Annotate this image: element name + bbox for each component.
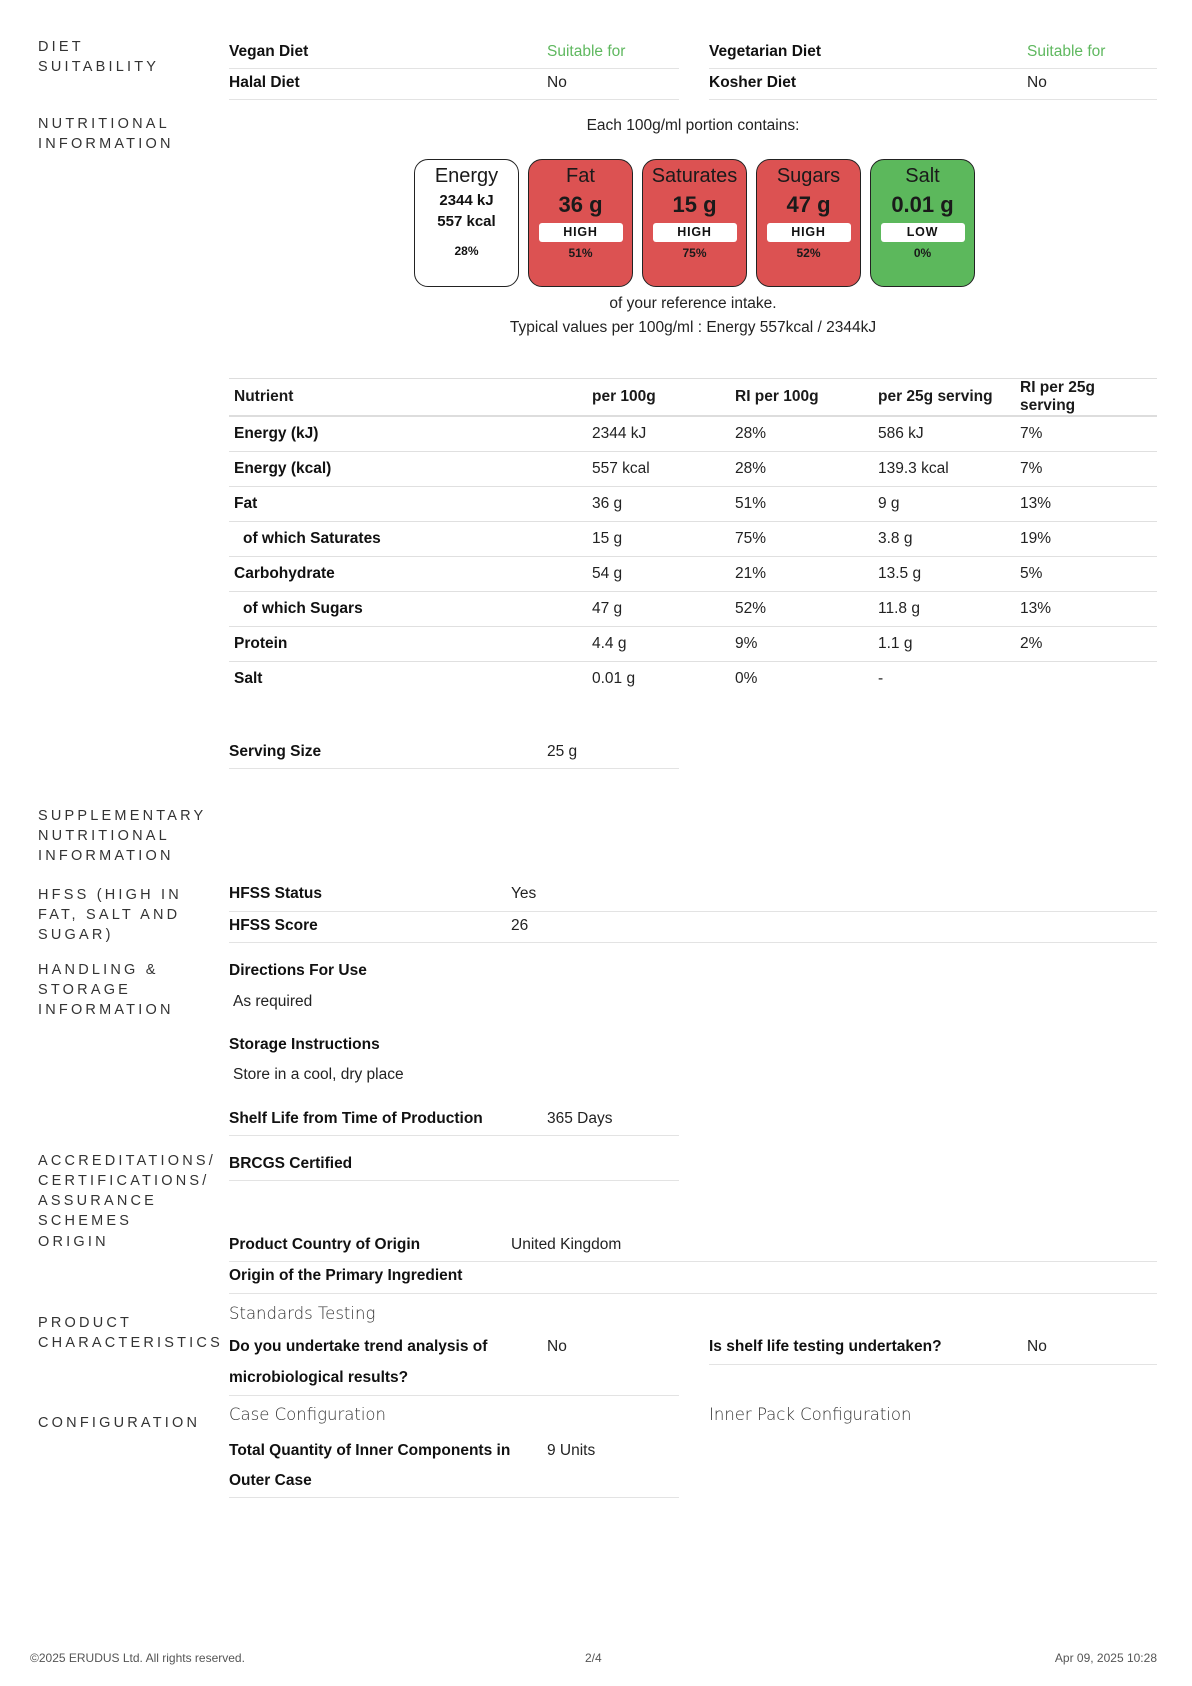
table-cell: 54 g [587, 557, 730, 592]
divider [229, 911, 1157, 912]
table-cell: 21% [730, 557, 873, 592]
light-name: Fat [566, 165, 595, 187]
section-nutritional-information: NUTRITIONAL INFORMATION [38, 116, 174, 152]
hfss-score-value: 26 [511, 917, 529, 934]
section-supplementary: SUPPLEMENTARY NUTRITIONAL INFORMATION [38, 808, 207, 864]
energy-light [414, 159, 519, 287]
fat-light [528, 159, 633, 287]
light-level-badge: HIGH [539, 223, 623, 242]
table-cell: - [878, 670, 884, 687]
table-cell: 1.1 g [873, 627, 1015, 662]
shelf-life-testing-value: No [1027, 1338, 1047, 1355]
table-cell: 3.8 g [873, 522, 1015, 557]
trend-analysis-label-line2: microbiological results? [229, 1369, 409, 1386]
light-pct: 0% [913, 246, 932, 260]
table-row [229, 557, 1157, 592]
inner-quantity-value: 9 Units [547, 1442, 596, 1459]
nutrient-name: Carbohydrate [229, 557, 587, 592]
section-diet-suitability: DIET SUITABILITY [38, 39, 160, 75]
saturates-light [642, 159, 747, 287]
divider [229, 942, 1157, 943]
kosher-value: No [1027, 74, 1047, 91]
country-of-origin-label: Product Country of Origin [229, 1236, 421, 1253]
table-cell: 9% [730, 627, 873, 662]
light-pct: 75% [682, 246, 707, 260]
light-name: Saturates [651, 165, 738, 187]
halal-value: No [547, 74, 567, 91]
hfss-status-label: HFSS Status [229, 885, 323, 902]
storage-value: Store in a cool, dry place [233, 1066, 404, 1083]
inner-quantity-label-line1: Total Quantity of Inner Components in [229, 1442, 511, 1459]
section-accreditations: ACCREDITATIONS/ CERTIFICATIONS/ ASSURANCE SCHEMES [38, 1153, 216, 1229]
energy-kj: 2344 kJ [439, 192, 494, 209]
section-configuration: CONFIGURATION [38, 1415, 201, 1431]
table-cell: 7% [1015, 452, 1157, 487]
table-row [229, 452, 1157, 487]
portion-text: Each 100g/ml portion contains: [586, 117, 800, 134]
table-cell: 13.5 g [873, 557, 1015, 592]
table-header: RI per 25g serving [1015, 379, 1157, 417]
table-cell: 5% [1015, 557, 1157, 592]
table-row [229, 416, 1157, 452]
divider [229, 68, 679, 69]
divider [229, 1261, 1157, 1262]
table-cell: 0% [735, 670, 758, 687]
vegetarian-value: Suitable for [1027, 43, 1106, 60]
light-amount: 15 g [672, 192, 717, 217]
table-cell: 139.3 kcal [873, 452, 1015, 487]
table-cell: 28% [730, 452, 873, 487]
section-origin: ORIGIN [38, 1234, 109, 1250]
table-row [229, 662, 1157, 697]
light-level-badge: HIGH [767, 223, 851, 242]
table-cell: 75% [730, 522, 873, 557]
table-header: per 100g [587, 379, 730, 417]
table-cell: 13% [1015, 592, 1157, 627]
light-amount: 36 g [558, 192, 603, 217]
section-handling: HANDLING & STORAGE INFORMATION [38, 962, 174, 1018]
table-cell: 47 g [587, 592, 730, 627]
vegan-label: Vegan Diet [229, 43, 309, 60]
table-cell: 13% [1015, 487, 1157, 522]
light-level-badge: HIGH [653, 223, 737, 242]
table-cell: 52% [730, 592, 873, 627]
light-pct: 52% [796, 246, 821, 260]
vegan-value: Suitable for [547, 43, 626, 60]
light-amount: 0.01 g [891, 192, 954, 217]
divider [229, 1497, 679, 1498]
hfss-status-value: Yes [511, 885, 537, 902]
nutrient-name: Energy (kcal) [229, 452, 587, 487]
country-of-origin-value: United Kingdom [511, 1236, 622, 1253]
table-cell [1015, 662, 1157, 697]
salt-light [870, 159, 975, 287]
primary-ingredient-origin-label: Origin of the Primary Ingredient [229, 1267, 463, 1284]
trend-analysis-value: No [547, 1338, 567, 1355]
vegetarian-label: Vegetarian Diet [709, 43, 821, 60]
divider [229, 1395, 679, 1396]
shelf-life-label: Shelf Life from Time of Production [229, 1110, 483, 1127]
shelf-life-value: 365 Days [547, 1110, 613, 1127]
case-configuration-heading: Case Configuration [229, 1405, 386, 1424]
table-cell: 28% [730, 416, 873, 452]
divider [709, 1364, 1157, 1365]
divider [229, 1135, 679, 1136]
directions-label: Directions For Use [229, 962, 367, 979]
table-header-row [229, 379, 1157, 417]
reference-text: of your reference intake. [609, 295, 777, 312]
nutrient-name: of which Sugars [229, 592, 587, 627]
hfss-score-label: HFSS Score [229, 917, 318, 934]
light-name: Salt [905, 165, 940, 187]
energy-name: Energy [434, 165, 499, 187]
halal-label: Halal Diet [229, 74, 300, 91]
inner-pack-configuration-heading: Inner Pack Configuration [709, 1405, 912, 1424]
nutrient-name: Protein [229, 627, 587, 662]
table-row [229, 522, 1157, 557]
footer-date: Apr 09, 2025 10:28 [1054, 1651, 1157, 1665]
table-cell: 2344 kJ [587, 416, 730, 452]
section-product-characteristics: PRODUCT CHARACTERISTICS [38, 1315, 223, 1351]
sugars-light [756, 159, 861, 287]
inner-quantity-label-line2: Outer Case [229, 1472, 312, 1489]
nutrient-name: Salt [234, 670, 263, 687]
table-row [229, 487, 1157, 522]
kosher-label: Kosher Diet [709, 74, 796, 91]
nutrient-name: of which Saturates [229, 522, 587, 557]
table-cell: 36 g [587, 487, 730, 522]
light-level-badge: LOW [881, 223, 965, 242]
shelf-life-testing-label: Is shelf life testing undertaken? [709, 1338, 942, 1355]
typical-values-text: Typical values per 100g/ml : Energy 557kcal / 2344kJ [509, 319, 877, 336]
divider [229, 1180, 679, 1181]
table-cell: 0.01 g [592, 670, 636, 687]
light-name: Sugars [776, 165, 841, 187]
table-cell: 4.4 g [587, 627, 730, 662]
table-cell: 19% [1015, 522, 1157, 557]
light-pct: 51% [568, 246, 593, 260]
table-cell: 9 g [873, 487, 1015, 522]
table-cell: 15 g [587, 522, 730, 557]
table-cell: 2% [1015, 627, 1157, 662]
trend-analysis-label-line1: Do you undertake trend analysis of [229, 1338, 488, 1355]
energy-kcal: 557 kcal [437, 213, 496, 230]
table-cell: 11.8 g [873, 592, 1015, 627]
storage-label: Storage Instructions [229, 1036, 380, 1053]
table-cell: 51% [730, 487, 873, 522]
table-row [229, 592, 1157, 627]
divider [229, 1293, 1157, 1294]
table-row [229, 627, 1157, 662]
table-header: Nutrient [229, 379, 587, 417]
table-header: per 25g serving [873, 379, 1015, 417]
standards-testing-heading: Standards Testing [229, 1304, 376, 1323]
footer-page-number: 2/4 [585, 1651, 602, 1665]
divider [709, 68, 1157, 69]
brcgs-certified-label: BRCGS Certified [229, 1155, 353, 1172]
energy-pct: 28% [454, 244, 479, 258]
divider [229, 768, 679, 769]
table-cell: 7% [1015, 416, 1157, 452]
serving-size-label: Serving Size [229, 743, 322, 760]
divider [229, 99, 679, 100]
light-amount: 47 g [786, 192, 831, 217]
section-hfss: HFSS (HIGH IN FAT, SALT AND SUGAR) [38, 887, 182, 943]
nutrient-name: Energy (kJ) [229, 416, 587, 452]
nutrition-table [229, 378, 1157, 696]
divider [709, 99, 1157, 100]
directions-value: As required [233, 993, 313, 1010]
table-header: RI per 100g [730, 379, 873, 417]
serving-size-value: 25 g [547, 743, 578, 760]
table-cell: 586 kJ [873, 416, 1015, 452]
footer-copyright: ©2025 ERUDUS Ltd. All rights reserved. [30, 1651, 245, 1665]
table-cell: 557 kcal [587, 452, 730, 487]
nutrient-name: Fat [229, 487, 587, 522]
